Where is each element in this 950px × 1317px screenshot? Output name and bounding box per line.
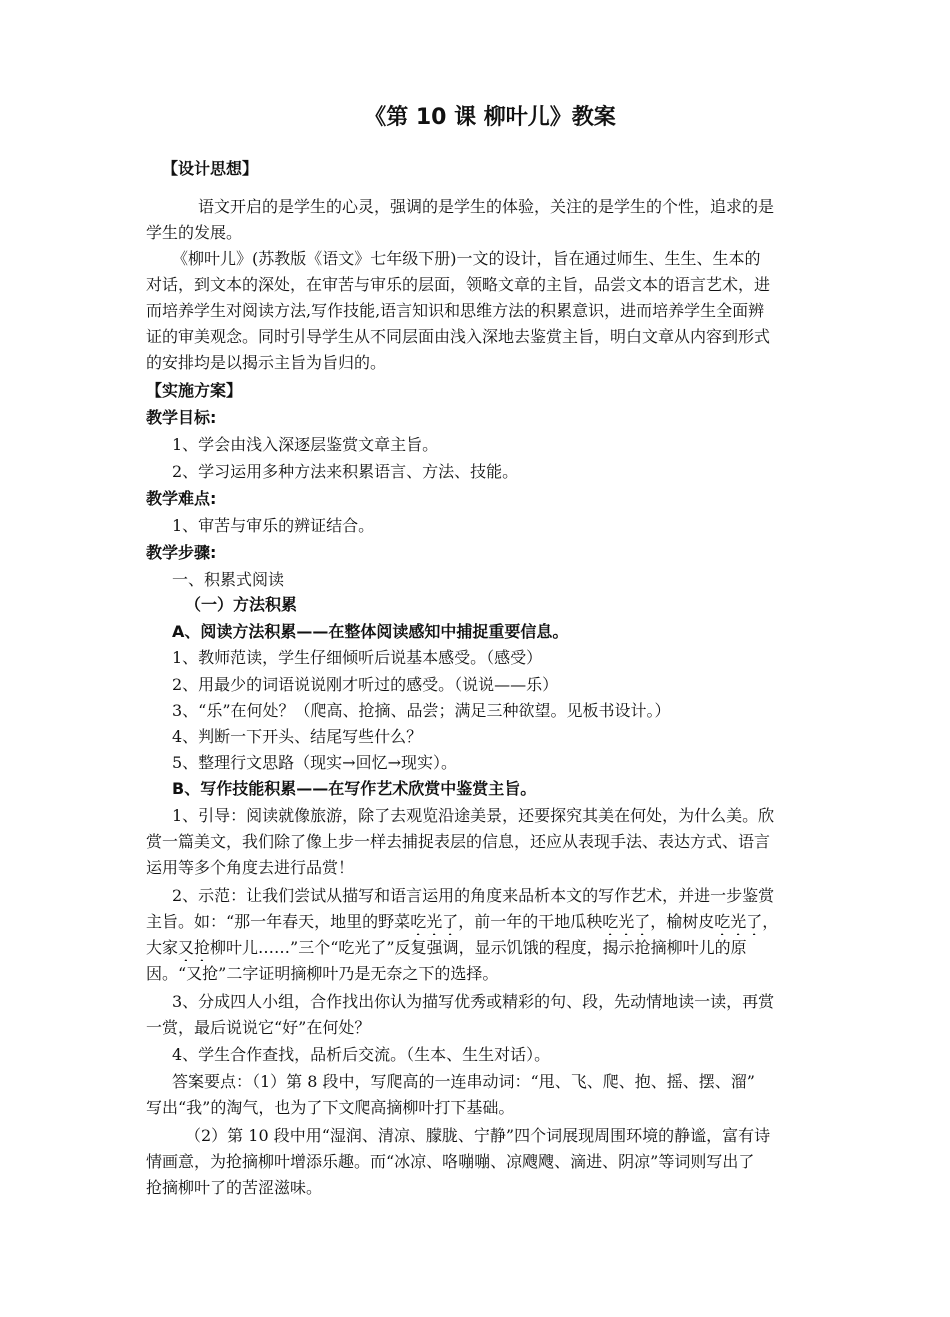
emphasized-text: 又抢: [178, 938, 211, 957]
text-run: ，前一年的干地瓜秧: [458, 912, 603, 931]
paragraph-line: 证的审美观念。同时引导学生从不同层面由浅入深地去鉴赏主旨，明白文章从内容到形式: [146, 327, 771, 346]
step-heading: 一、积累式阅读: [172, 570, 285, 589]
part-a-heading: A、阅读方法积累——在整体阅读感知中捕捉重要信息。: [172, 622, 569, 641]
text-run: ，: [762, 912, 779, 931]
paragraph-line: （2）第 10 段中用“湿润、清凉、朦胧、宁静”四个词展现周围环境的静谧，富有诗: [185, 1126, 771, 1145]
sub-heading: （一）方法积累: [185, 595, 298, 614]
list-item: 2、用最少的词语说说刚才听过的感受。（说说——乐）: [172, 675, 559, 694]
part-b-heading: B、写作技能积累——在写作艺术欣赏中鉴赏主旨。: [172, 779, 537, 798]
goal-item: 1、学会由浅入深逐层鉴赏文章主旨。: [172, 435, 439, 454]
goals-heading: 教学目标:: [146, 408, 217, 427]
paragraph-line: [146, 935, 862, 961]
paragraph-line: 对话，到文本的深处，在审苦与审乐的层面，领略文章的主旨，品尝文本的语言艺术，进: [146, 275, 771, 294]
paragraph-line: 情画意，为抢摘柳叶增添乐趣。而“冰凉、咯嘣嘣、凉飕飕、滴进、阴凉”等词则写出了: [146, 1152, 755, 1171]
emphasized-text: 吃光了: [714, 912, 763, 931]
text-run: 大家: [146, 938, 179, 957]
paragraph-line: 《柳叶儿》(苏教版《语文》七年级下册)一文的设计，旨在通过师生、生生、生本的: [172, 249, 761, 268]
list-item: 1、教师范读，学生仔细倾听后说基本感受。（感受）: [172, 648, 543, 667]
steps-heading: 教学步骤:: [146, 543, 217, 562]
emphasized-text: 吃光了: [410, 912, 459, 931]
emphasized-text: 吃光了: [602, 912, 651, 931]
paragraph-line: 写出“我”的淘气，也为了下文爬高摘柳叶打下基础。: [146, 1098, 515, 1117]
difficulty-item: 1、审苦与审乐的辨证结合。: [172, 516, 375, 535]
text-run: ，榆树皮: [650, 912, 715, 931]
paragraph-line: 3、分成四人小组，合作找出你认为描写优秀或精彩的句、段，先动情地读一读，再赏: [172, 992, 775, 1011]
paragraph-line: 赏一篇美文，我们除了像上步一样去捕捉表层的信息，还应从表现手法、表达方式、语言: [146, 832, 771, 851]
list-item: 5、整理行文思路（现实→回忆→现实）。: [172, 753, 457, 772]
paragraph-line: [146, 909, 862, 935]
difficulty-heading: 教学难点:: [146, 489, 217, 508]
plan-heading: 【实施方案】: [146, 381, 243, 400]
page-title: 《第 10 课 柳叶儿》教案: [364, 105, 616, 130]
goal-item: 2、学习运用多种方法来积累语言、方法、技能。: [172, 462, 519, 481]
paragraph-line: 因。“又抢”二字证明摘柳叶乃是无奈之下的选择。: [146, 964, 499, 983]
text-run: 主旨。如：“那一年春天，地里的野菜: [146, 912, 411, 931]
design-heading: 【设计思想】: [162, 159, 259, 178]
paragraph-line: 答案要点：（1）第 8 段中，写爬高的一连串动词：“甩、飞、爬、抱、摇、摆、溜”: [172, 1072, 755, 1091]
paragraph-line: 而培养学生对阅读方法,写作技能,语言知识和思维方法的积累意识，进而培养学生全面辨: [146, 301, 765, 320]
paragraph-line: 4、学生合作查找，品析后交流。（生本、生生对话）。: [172, 1045, 551, 1064]
paragraph-line: 语文开启的是学生的心灵，强调的是学生的体验，关注的是学生的个性，追求的是: [198, 197, 775, 216]
paragraph-line: 抢摘柳叶了的苦涩滋味。: [146, 1178, 323, 1197]
text-run: 柳叶儿……”三个“吃光了”反复强调，显示饥饿的程度，揭示抢摘柳叶儿的原: [210, 938, 747, 957]
paragraph-line: 学生的发展。: [146, 223, 243, 242]
paragraph-line: 的安排均是以揭示主旨为旨归的。: [146, 353, 387, 372]
list-item: 4、判断一下开头、结尾写些什么？: [172, 727, 423, 746]
paragraph-line: 一赏，最后说说它“好”在何处？: [146, 1018, 371, 1037]
paragraph-line: 运用等多个角度去进行品赏！: [146, 858, 355, 877]
list-item: 3、“乐”在何处？（爬高、抢摘、品尝；满足三种欲望。见板书设计。）: [172, 701, 671, 720]
paragraph-line: 2、示范：让我们尝试从描写和语言运用的角度来品析本文的写作艺术，并进一步鉴赏: [172, 886, 775, 905]
paragraph-line: 1、引导：阅读就像旅游，除了去观览沿途美景，还要探究其美在何处，为什么美。欣: [172, 806, 775, 825]
